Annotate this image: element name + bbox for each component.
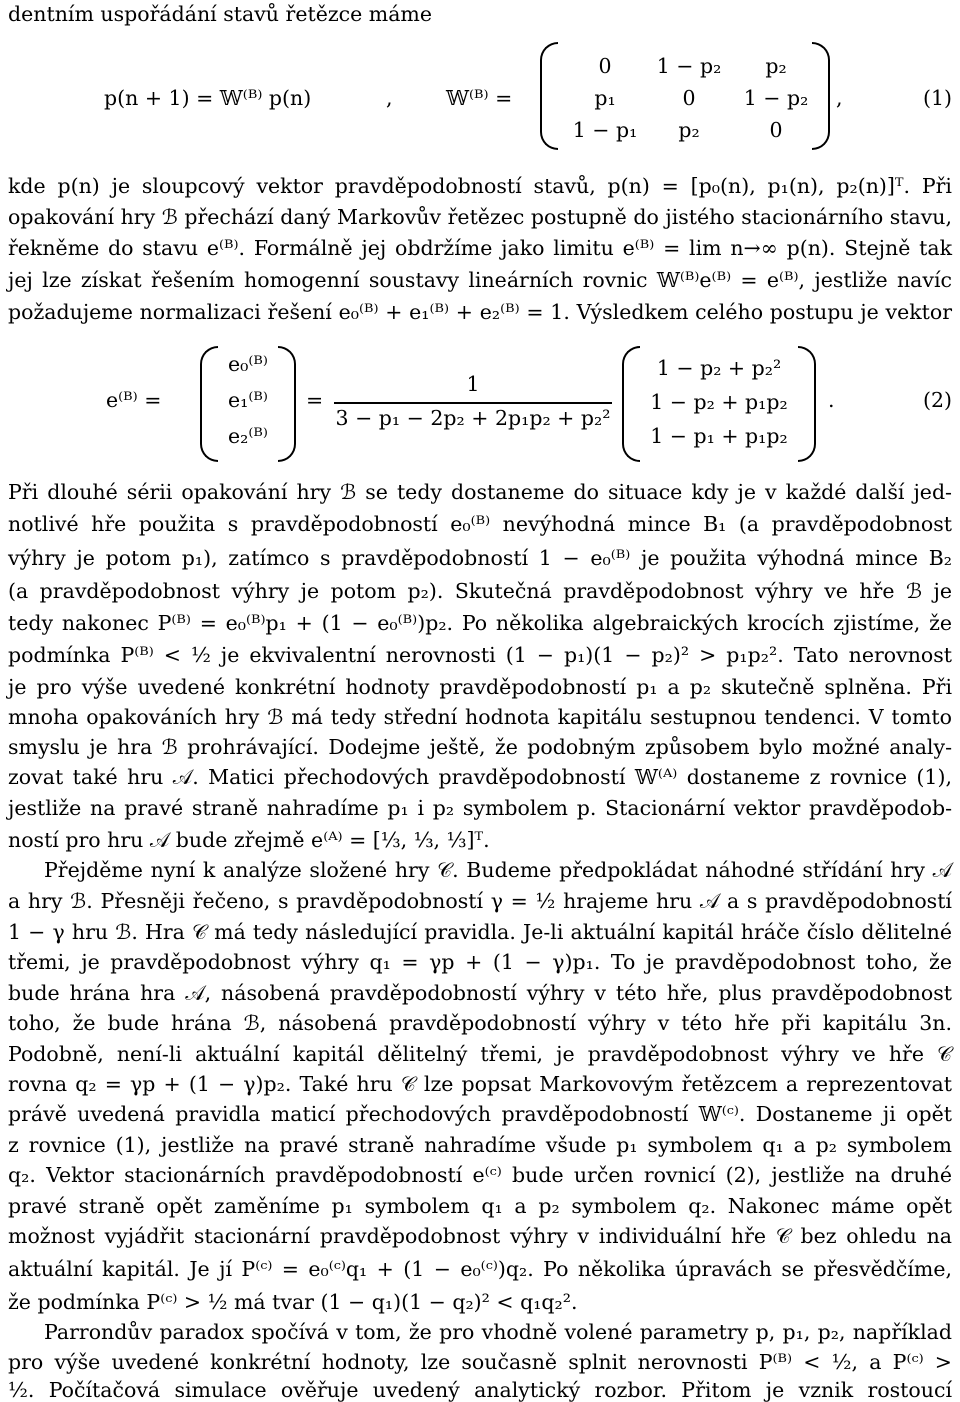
text-line: (a pravděpodobnost výhry je potom p₂). Skutečná pravděpodobnost výhry ve hře ℬ je [8,579,952,603]
text-line: pravé straně opět zaměníme p₁ symbolem q₁ a p₂ symbolem q₂. Nakonec máme opět [8,1194,952,1218]
text-line: dentním uspořádání stavů řetězce máme [8,2,432,26]
eq2-period: . [828,388,835,412]
text-line: Podobně, není-li aktuální kapitál dělitelný třemi, je pravděpodobnost výhry ve hře 𝒞 [8,1042,952,1066]
text-line: zovat také hru 𝒜. Matici přechodových pravděpodobností 𝕎⁽ᴬ⁾ dostaneme z rovnice (1), [8,765,952,789]
text-line: požadujeme normalizaci řešení e₀⁽ᴮ⁾ + e₁⁽ᴮ⁾ + e₂⁽ᴮ⁾ = 1. Výsledkem celého postupu je vektor [8,300,952,324]
eq1-lhs: p(n + 1) = 𝕎⁽ᴮ⁾ p(n) [104,86,312,110]
text-line: že podmínka P⁽ᶜ⁾ > ½ má tvar (1 − q₁)(1 − q₂)² < q₁q₂². [8,1290,578,1314]
text-line: ½. Počítačová simulace ověřuje uvedený analytický rozbor. Přitom je vznik rostoucí [8,1378,952,1402]
text-line: Parrondův paradox spočívá v tom, že pro vhodně volené parametry p, p₁, p₂, například [44,1320,952,1344]
text-line: třemi, je pravděpodobnost výhry q₁ = γp + (1 − γ)p₁. To je pravděpodobnost toho, že [8,950,952,974]
matrix-cell: 1 − p₂ [743,86,809,110]
matrix-cell: p₂ [765,54,787,78]
text-line: ností pro hru 𝒜 bude zřejmě e⁽ᴬ⁾ = [⅓, ⅓, ⅓]ᵀ. [8,828,490,852]
text-line: řekněme do stavu e⁽ᴮ⁾. Formálně jej obdržíme jako limitu e⁽ᴮ⁾ = lim n→∞ p(n). Stejně tak [8,236,952,260]
fraction-bar [334,402,612,404]
vector-cell: e₁⁽ᴮ⁾ [228,388,268,412]
eq2-vector [200,344,296,462]
eq1-matrix [540,40,830,150]
fraction-denominator: 3 − p₁ − 2p₂ + 2p₁p₂ + p₂² [335,406,611,430]
text-line: notlivé hře použita s pravděpodobností e₀⁽ᴮ⁾ nevýhodná mince B₁ (a pravděpodobnost [8,512,952,536]
matrix-cell: 1 − p₁ [572,118,638,142]
text-line: podmínka P⁽ᴮ⁾ < ½ je ekvivalentní nerovnosti (1 − p₁)(1 − p₂)² > p₁p₂². Tato nerovnost [8,643,952,667]
text-line: jestliže na pravé straně nahradíme p₁ i p₂ symbolem p. Stacionární vektor pravděpodob- [8,796,952,820]
vector-cell: 1 − p₁ + p₁p₂ [650,424,788,448]
text-line: Při dlouhé sérii opakování hry ℬ se tedy dostaneme do situace kdy je v každé další jed- [8,480,952,504]
matrix-cell: 0 [769,118,783,142]
text-line: kde p(n) je sloupcový vektor pravděpodobností stavů, p(n) = [p₀(n), p₁(n), p₂(n)]ᵀ. Při [8,174,952,198]
eq2-fraction [334,344,612,462]
matrix-cell: p₂ [678,118,700,142]
vector-cell: e₀⁽ᴮ⁾ [228,352,268,376]
eq2-lhs: e⁽ᴮ⁾ = [106,388,162,412]
vector-right-bracket [278,346,296,462]
matrix-cell: 0 [682,86,696,110]
text-line: výhry je potom p₁), zatímco s pravděpodobností 1 − e₀⁽ᴮ⁾ je použita výhodná mince B₂ [8,546,952,570]
equation-number-2: (2) [922,388,952,412]
text-line: je pro výše uvedené konkrétní hodnoty pravděpodobností p₁ a p₂ skutečně splněna. Při [8,675,952,699]
eq2-equals: = [306,388,324,412]
text-line: právě uvedená pravidla maticí přechodových pravděpodobností 𝕎⁽ᶜ⁾. Dostaneme ji opět [8,1102,952,1126]
equation-1 [0,40,960,150]
text-line: z rovnice (1), jestliže na pravé straně nahradíme všude p₁ symbolem q₁ a p₂ symbolem [8,1133,952,1157]
vector-cell: e₂⁽ᴮ⁾ [228,424,268,448]
vector-right-bracket [798,346,816,462]
text-line: a hry ℬ. Přesněji řečeno, s pravděpodobností γ = ½ hrajeme hru 𝒜 a s pravděpodobností [8,889,952,913]
vector-left-bracket [200,346,218,462]
matrix-left-bracket [540,42,558,150]
text-line: jej lze získat řešením homogenní soustavy lineárních rovnic 𝕎⁽ᴮ⁾e⁽ᴮ⁾ = e⁽ᴮ⁾, jestliže navíc [8,268,952,292]
matrix-cell: p₁ [594,86,616,110]
text-line: q₂. Vektor stacionárních pravděpodobností e⁽ᶜ⁾ bude určen rovnicí (2), jestliže na druhé [8,1163,952,1187]
text-line: smyslu je hra ℬ prohrávající. Dodejme ještě, že podobným způsobem bylo možné analy- [8,735,952,759]
text-line: bude hrána hra 𝒜, násobená pravděpodobností výhry v této hře, plus pravděpodobnost [8,981,952,1005]
matrix-cell: 1 − p₂ [656,54,722,78]
text-line: možnost vyjádřit stacionární pravděpodobnost výhry v individuální hře 𝒞 bez ohledu na [8,1224,952,1248]
text-line: mnoha opakováních hry ℬ má tedy střední hodnota kapitálu sestupnou tendenci. V tomto [8,705,952,729]
eq2-vector-2 [622,344,816,462]
text-line: toho, že bude hrána ℬ, násobená pravděpodobností výhry v této hře při kapitálu 3n. [8,1011,952,1035]
text-line: rovna q₂ = γp + (1 − γ)p₂. Také hru 𝒞 lze popsat Markovovým řetězcem a reprezentovat [8,1072,952,1096]
vector-cell: 1 − p₂ + p₂² [656,356,782,380]
fraction-numerator: 1 [466,372,480,396]
text-line: aktuální kapitál. Je jí P⁽ᶜ⁾ = e₀⁽ᶜ⁾q₁ + (1 − e₀⁽ᶜ⁾)q₂. Po několika úpravách se přesvědčíme, [8,1257,952,1281]
vector-cell: 1 − p₂ + p₁p₂ [650,390,788,414]
equation-number-1: (1) [922,86,952,110]
text-line: tedy nakonec P⁽ᴮ⁾ = e₀⁽ᴮ⁾p₁ + (1 − e₀⁽ᴮ⁾)p₂. Po několika algebraických krocích zjistíme, že [8,611,952,635]
eq1-comma: , [836,86,843,110]
eq1-matrix-label: 𝕎⁽ᴮ⁾ = [446,86,513,110]
text-line: pro výše uvedené konkrétní hodnoty, lze současně splnit nerovnosti P⁽ᴮ⁾ < ½, a P⁽ᶜ⁾ > [8,1350,952,1374]
equation-2 [0,344,960,462]
text-line: 1 − γ hru ℬ. Hra 𝒞 má tedy následující pravidla. Je-li aktuální kapitál hráče číslo dělitelné [8,920,952,944]
matrix-cell: 0 [598,54,612,78]
eq1-separator: , [386,86,393,110]
text-line: opakování hry ℬ přechází daný Markovův řetězec postupně do jistého stacionárního stavu, [8,205,952,229]
text-line: Přejděme nyní k analýze složené hry 𝒞. Budeme předpokládat náhodné střídání hry 𝒜 [44,858,952,882]
